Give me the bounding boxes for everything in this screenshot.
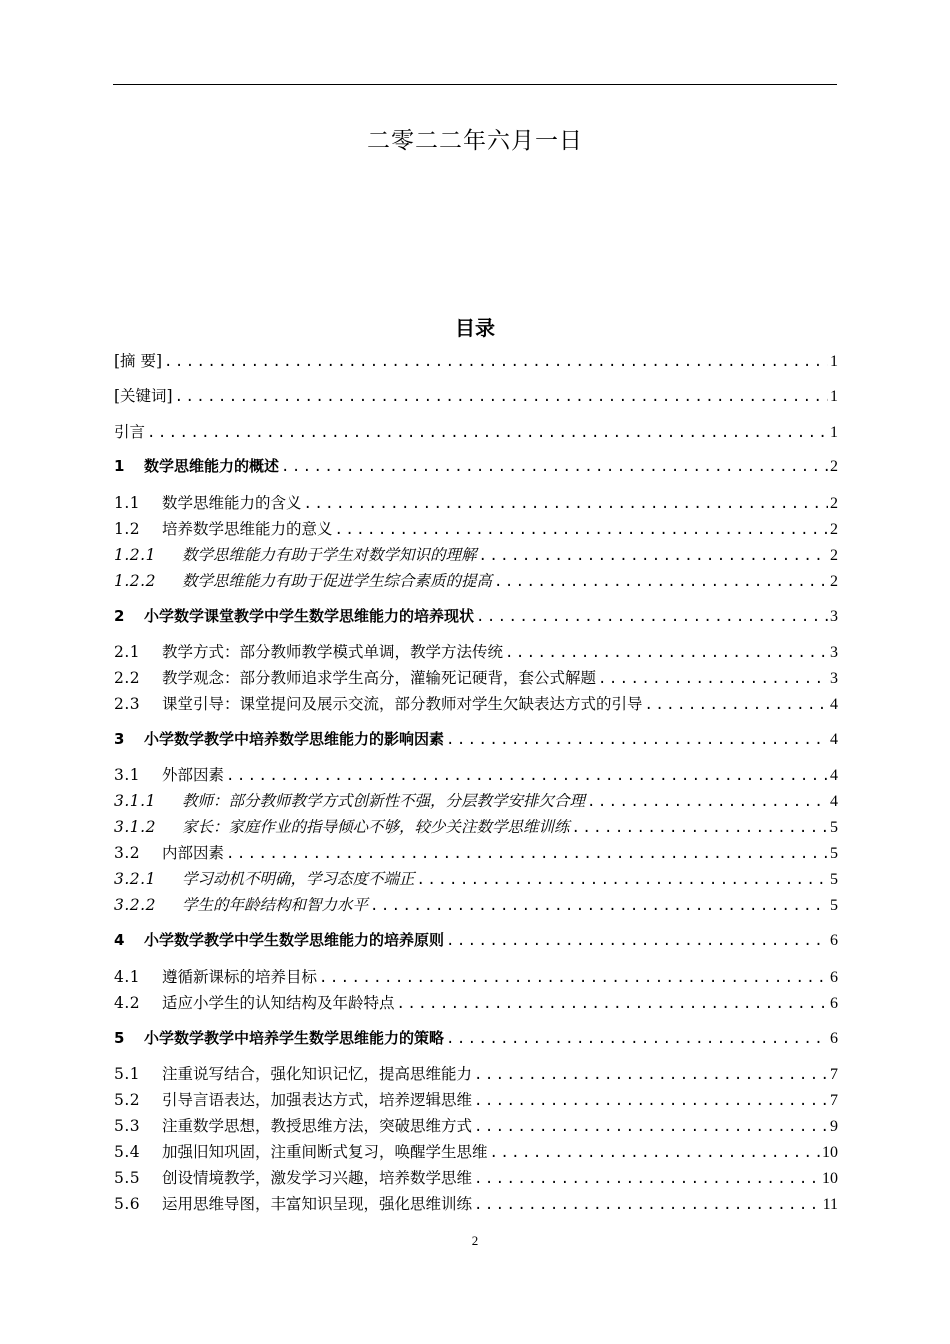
toc-entry-text: 小学数学课堂教学中学生数学思维能力的培养现状 <box>144 607 475 625</box>
toc-entry-page: 5 <box>830 871 838 888</box>
toc-entry-text: 引言 <box>114 423 146 441</box>
toc-leader-dots <box>494 574 828 590</box>
toc-entry-number: 3 <box>114 730 125 748</box>
toc-entry-number: 5.5 <box>114 1169 141 1187</box>
toc-entry-text: 教学观念：部分教师追求学生高分，灌输死记硬背，套公式解题 <box>162 669 597 687</box>
toc-entry-number: 5.1 <box>114 1065 141 1083</box>
toc-leader-dots <box>446 933 828 949</box>
toc-entry-text: 运用思维导图，丰富知识呈现，强化思维训练 <box>162 1195 473 1213</box>
toc-entry-section-5-1[interactable] <box>114 1062 838 1086</box>
toc-entry-subsection-3-1-1[interactable] <box>114 789 838 813</box>
toc-leader-dots <box>226 768 828 784</box>
toc-entry-subsection-3-2-2[interactable] <box>114 893 838 917</box>
toc-entry-page: 1 <box>830 424 838 441</box>
toc-entry-text: 数学思维能力的概述 <box>144 457 280 475</box>
toc-entry-section-5-2[interactable] <box>114 1088 838 1112</box>
toc-entry-section-3-2[interactable] <box>114 841 838 865</box>
toc-entry-number: 1 <box>114 457 125 475</box>
toc-leader-dots <box>370 898 828 914</box>
toc-leader-dots <box>417 872 828 888</box>
toc-entry-section-5-5[interactable] <box>114 1166 838 1190</box>
toc-entry-text: 教学方式：部分教师教学模式单调，教学方法传统 <box>162 643 504 661</box>
toc-entry-page: 5 <box>830 819 838 836</box>
toc-leader-dots <box>335 522 828 538</box>
toc-entry-page: 4 <box>830 767 838 784</box>
toc-entry-text: 学生的年龄结构和智力水平 <box>182 896 369 914</box>
toc-entry-page: 3 <box>830 644 838 661</box>
toc-entry-page: 4 <box>830 793 838 810</box>
toc-leader-dots <box>319 970 828 986</box>
toc-entry-page: 11 <box>822 1196 838 1213</box>
toc-entry-number: 1.2 <box>114 520 141 538</box>
toc-entry-page: 2 <box>830 547 838 564</box>
toc-entry-text: 数学思维能力有助于促进学生综合素质的提高 <box>182 572 493 590</box>
header-rule <box>113 84 837 85</box>
toc-title: 目录 <box>455 316 495 340</box>
toc-leader-dots <box>645 697 828 713</box>
toc-entry-chapter-1[interactable] <box>114 455 838 479</box>
toc-entry-section-5-4[interactable] <box>114 1140 838 1164</box>
toc-entry-number: 3.1.1 <box>114 792 156 810</box>
toc-entry-page: 6 <box>830 1030 838 1047</box>
toc-entry-text: 小学数学教学中培养学生数学思维能力的策略 <box>144 1029 445 1047</box>
toc-entry-text: 家长：家庭作业的指导倾心不够，较少关注数学思维训练 <box>182 818 570 836</box>
toc-entry-number: 3.1 <box>114 766 141 784</box>
toc-entry-number: 4.2 <box>114 994 141 1012</box>
toc-entry-text: 学习动机不明确，学习态度不端正 <box>182 870 415 888</box>
toc-leader-dots <box>474 1119 828 1135</box>
toc-leader-dots <box>572 820 828 836</box>
toc-entry-number: 3.2.2 <box>114 896 156 914</box>
toc-leader-dots <box>474 1067 828 1083</box>
toc-entry-page: 3 <box>830 670 838 687</box>
toc-entry-text: 遵循新课标的培养目标 <box>162 968 318 986</box>
toc-entry-page: 1 <box>830 353 838 370</box>
toc-entry-number: 2.3 <box>114 695 141 713</box>
toc-entry-section-2-2[interactable] <box>114 666 838 690</box>
toc-leader-dots <box>164 354 828 370</box>
toc-entry-chapter-4[interactable] <box>114 929 838 953</box>
toc-entry-page: 9 <box>830 1118 838 1135</box>
toc-leader-dots <box>587 794 828 810</box>
toc-leader-dots <box>281 459 828 475</box>
toc-entry-page: 1 <box>830 388 838 405</box>
toc-entry-page: 4 <box>830 731 838 748</box>
toc-entry-section-2-1[interactable] <box>114 640 838 664</box>
toc-entry-section-1-2[interactable] <box>114 517 838 541</box>
toc-leader-dots <box>598 671 828 687</box>
toc-entry-subsection-1-2-2[interactable] <box>114 569 838 593</box>
toc-entry-page: 10 <box>822 1144 838 1161</box>
toc-entry-page: 10 <box>822 1170 838 1187</box>
toc-entry-section-3-1[interactable] <box>114 763 838 787</box>
toc-entry-section-4-1[interactable] <box>114 965 838 989</box>
toc-entry-number: 5.4 <box>114 1143 141 1161</box>
toc-entry-text: 加强旧知巩固，注重间断式复习，唤醒学生思维 <box>162 1143 488 1161</box>
toc-entry-number: 5.2 <box>114 1091 141 1109</box>
toc-entry-text: 小学数学教学中学生数学思维能力的培养原则 <box>144 931 445 949</box>
toc-entry-number: 5 <box>114 1029 125 1047</box>
toc-entry-subsection-3-1-2[interactable] <box>114 815 838 839</box>
toc-leader-dots <box>446 1031 828 1047</box>
toc-entry-page: 6 <box>830 932 838 949</box>
toc-entry-text: 外部因素 <box>162 766 225 784</box>
cover-date: 二零二二年六月一日 <box>367 128 583 154</box>
toc-entry-page: 7 <box>830 1092 838 1109</box>
toc-entry-section-1-1[interactable] <box>114 491 838 515</box>
toc-entry-text: 课堂引导：课堂提问及展示交流，部分教师对学生欠缺表达方式的引导 <box>162 695 643 713</box>
toc-entry-number: 3.2 <box>114 844 141 862</box>
toc-leader-dots <box>147 425 828 441</box>
toc-entry-section-5-6[interactable] <box>114 1192 838 1216</box>
toc-entry-text: 创设情境教学，激发学习兴趣，培养数学思维 <box>162 1169 473 1187</box>
toc-entry-chapter-5[interactable] <box>114 1027 838 1051</box>
toc-entry-text: 数学思维能力有助于学生对数学知识的理解 <box>182 546 477 564</box>
toc-entry-page: 2 <box>830 495 838 512</box>
toc-entry-introduction[interactable] <box>114 420 838 444</box>
toc-entry-text: 注重数学思想，教授思维方法，突破思维方式 <box>162 1117 473 1135</box>
toc-entry-text: [摘 要] <box>114 352 163 370</box>
toc-leader-dots <box>304 496 828 512</box>
toc-entry-page: 7 <box>830 1066 838 1083</box>
toc-entry-text: 内部因素 <box>162 844 225 862</box>
toc-leader-dots <box>474 1171 820 1187</box>
toc-leader-dots <box>226 846 828 862</box>
toc-entry-text: 教师：部分教师教学方式创新性不强，分层教学安排欠合理 <box>182 792 586 810</box>
toc-entry-page: 3 <box>830 608 838 625</box>
toc-entry-text: 数学思维能力的含义 <box>162 494 302 512</box>
toc-entry-section-2-3[interactable] <box>114 692 838 716</box>
toc-entry-number: 4.1 <box>114 968 141 986</box>
toc-entry-number: 2 <box>114 607 125 625</box>
toc-entry-chapter-2[interactable] <box>114 605 838 629</box>
toc-entry-section-5-3[interactable] <box>114 1114 838 1138</box>
toc-entry-number: 3.1.2 <box>114 818 156 836</box>
toc-entry-page: 5 <box>830 845 838 862</box>
toc-leader-dots <box>474 1197 821 1213</box>
toc-leader-dots <box>490 1145 820 1161</box>
toc-entry-page: 2 <box>830 573 838 590</box>
toc-leader-dots <box>474 1093 828 1109</box>
toc-entry-page: 4 <box>830 696 838 713</box>
toc-entry-number: 1.2.1 <box>114 546 156 564</box>
toc-entry-page: 2 <box>830 521 838 538</box>
toc-entry-text: [关键词] <box>114 387 173 405</box>
toc-entry-text: 注重说写结合，强化知识记忆，提高思维能力 <box>162 1065 473 1083</box>
footer-page-number: 2 <box>471 1233 479 1248</box>
toc-entry-page: 6 <box>830 969 838 986</box>
toc-entry-abstract[interactable] <box>114 349 838 373</box>
toc-entry-page: 5 <box>830 897 838 914</box>
toc-entry-number: 2.2 <box>114 669 141 687</box>
toc-entry-page: 2 <box>830 458 838 475</box>
toc-entry-text: 小学数学教学中培养数学思维能力的影响因素 <box>144 730 445 748</box>
toc-entry-number: 5.3 <box>114 1117 141 1135</box>
toc-entry-number: 5.6 <box>114 1195 141 1213</box>
toc-leader-dots <box>446 732 828 748</box>
toc-entry-text: 适应小学生的认知结构及年龄特点 <box>162 994 395 1012</box>
toc-entry-subsection-1-2-1[interactable] <box>114 543 838 567</box>
toc-entry-chapter-3[interactable] <box>114 728 838 752</box>
toc-entry-subsection-3-2-1[interactable] <box>114 867 838 891</box>
toc-leader-dots <box>505 645 828 661</box>
toc-leader-dots <box>175 389 828 405</box>
toc-leader-dots <box>479 548 828 564</box>
toc-entry-number: 2.1 <box>114 643 141 661</box>
toc-entry-number: 1.2.2 <box>114 572 156 590</box>
toc-entry-section-4-2[interactable] <box>114 991 838 1015</box>
toc-leader-dots <box>397 996 828 1012</box>
toc-entry-text: 培养数学思维能力的意义 <box>162 520 333 538</box>
toc-entry-number: 3.2.1 <box>114 870 156 888</box>
toc-entry-text: 引导言语表达，加强表达方式，培养逻辑思维 <box>162 1091 473 1109</box>
toc-leader-dots <box>476 609 828 625</box>
toc-entry-page: 6 <box>830 995 838 1012</box>
toc-entry-number: 1.1 <box>114 494 141 512</box>
toc-entry-number: 4 <box>114 931 125 949</box>
toc-entry-keywords[interactable] <box>114 384 838 408</box>
